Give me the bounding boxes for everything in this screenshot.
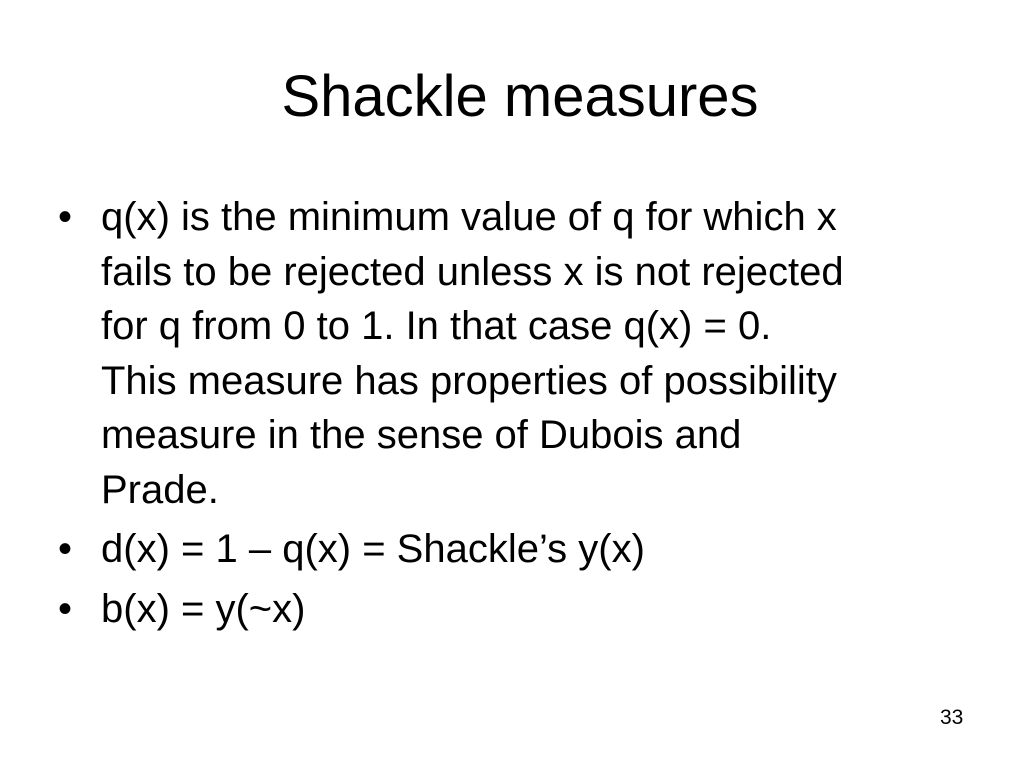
bullet-item-1: [58, 190, 958, 517]
page-number: 33: [940, 706, 964, 729]
bullet-icon: •: [58, 195, 73, 239]
bullet-icon: •: [58, 527, 73, 571]
bullet-text: b(x) = y(~x): [101, 586, 306, 631]
bullet-text: q(x) is the minimum value of q for which x fails to be rejected unless x is not rejected for q from 0 to 1. In that case q(x) = 0. This measure has properties of possibility measure in the sense of Dubois and Prade.: [101, 195, 844, 512]
bullet-icon: •: [58, 586, 73, 631]
bullet-item-2: [58, 522, 958, 577]
bullet-item-3: [58, 582, 958, 637]
bullet-list: [58, 190, 958, 641]
slide-title: Shackle measures: [281, 64, 759, 129]
bullet-text: d(x) = 1 – q(x) = Shackle’s y(x): [101, 527, 645, 571]
